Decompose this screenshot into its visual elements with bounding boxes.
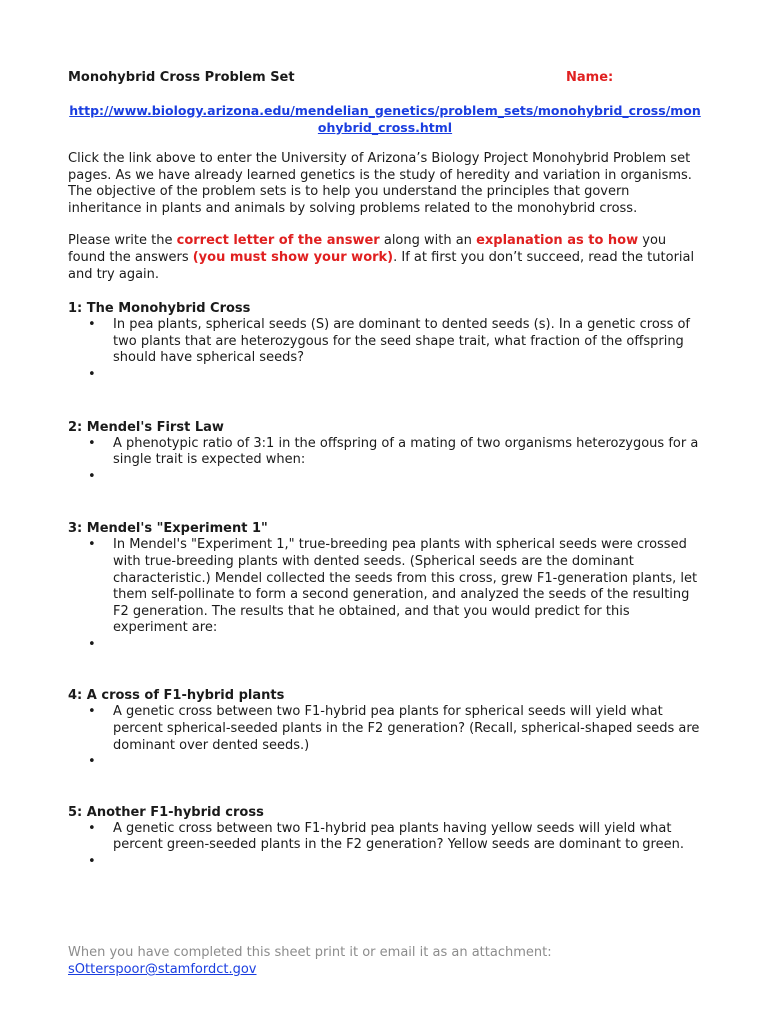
answer-bullet[interactable]	[68, 367, 702, 384]
bullet-icon: •	[88, 754, 96, 770]
problem-set-link[interactable]: http://www.biology.arizona.edu/mendelian_genetics/problem_sets/monohybrid_cross/monohybrid_cross.html	[69, 103, 701, 135]
question-4	[68, 687, 702, 770]
footer-text: When you have completed this sheet print it or email it as an attachment:	[68, 945, 552, 960]
question-3	[68, 520, 702, 653]
question-text: A phenotypic ratio of 3:1 in the offspring of a mating of two organisms heterozygous for a single trait is expected when:	[113, 435, 699, 468]
bullet-icon: •	[88, 537, 96, 553]
bullet-icon: •	[88, 366, 96, 382]
email-link[interactable]: sOtterspoor@stamfordct.gov	[68, 962, 257, 977]
title-row	[68, 70, 702, 88]
bullet-icon: •	[88, 317, 96, 333]
instructions-text-4: . If at first you don’t succeed, read the tutorial and try again.	[68, 249, 695, 282]
question-text: A genetic cross between two F1-hybrid pea plants having yellow seeds will yield what percent green-seeded plants in the F2 generation? Yellow seeds are dominant to green.	[113, 820, 684, 853]
intro-paragraph: Click the link above to enter the University of Arizona’s Biology Project Monohybrid Problem set pages. As we have already learned genetics is the study of heredity and variation in organisms. The objective of the problem sets is to help you understand the principles that govern inheritance in plants and animals by solving problems related to the monohybrid cross.	[68, 151, 692, 216]
question-heading: 3: Mendel's "Experiment 1"	[68, 521, 268, 537]
bullet-icon: •	[88, 854, 96, 870]
bullet-icon: •	[88, 704, 96, 720]
bullet-icon: •	[88, 435, 96, 451]
answer-bullet[interactable]	[68, 854, 702, 871]
page-title: Monohybrid Cross Problem Set	[68, 70, 295, 85]
question-text-item	[68, 317, 702, 367]
document-page	[68, 70, 702, 871]
bullet-icon: •	[88, 468, 96, 484]
question-heading: 4: A cross of F1-hybrid plants	[68, 688, 285, 704]
answer-bullet[interactable]	[68, 469, 702, 486]
name-label: Name:	[566, 70, 614, 85]
question-heading: 5: Another F1-hybrid cross	[68, 804, 264, 820]
question-1	[68, 300, 702, 383]
question-2	[68, 419, 702, 486]
question-heading: 2: Mendel's First Law	[68, 419, 224, 435]
answer-bullet[interactable]	[68, 754, 702, 771]
question-text-item	[68, 537, 702, 637]
footer	[68, 944, 702, 978]
question-text-item	[68, 436, 702, 469]
question-text: In pea plants, spherical seeds (S) are dominant to dented seeds (s). In a genetic cross of two plants that are heterozygous for the seed shape trait, what fraction of the offspring should have spherical seeds?	[113, 317, 691, 366]
question-heading: 1: The Monohybrid Cross	[68, 301, 251, 317]
question-text: A genetic cross between two F1-hybrid pea plants for spherical seeds will yield what percent spherical-seeded plants in the F2 generation? (Recall, spherical-shaped seeds are dominant over dented seeds.)	[113, 704, 700, 753]
answer-bullet[interactable]	[68, 637, 702, 654]
instructions-highlight-2: explanation as to how	[476, 233, 639, 249]
question-text-item	[68, 821, 702, 854]
bullet-icon: •	[88, 820, 96, 836]
question-5	[68, 804, 702, 871]
instructions-highlight-3: (you must show your work)	[192, 249, 394, 265]
instructions-text-2: along with an	[379, 233, 477, 249]
instructions-text-1: Please write the	[68, 233, 177, 249]
question-text: In Mendel's "Experiment 1," true-breeding pea plants with spherical seeds were crossed with true-breeding plants with dented seeds. (Spherical seeds are the dominant characteristic.) Mendel collected the seeds from this cross, grew F1-generation plants, let them self-pollinate to form a second generation, and analyzed the seeds of the resulting F2 generation. The results that he obtained, and that you would predict for this experiment are:	[113, 537, 698, 636]
instructions-paragraph	[68, 233, 702, 283]
bullet-icon: •	[88, 636, 96, 652]
instructions-text-3: you found the answers	[68, 233, 667, 265]
question-text-item	[68, 704, 702, 754]
instructions-highlight-1: correct letter of the answer	[176, 233, 380, 249]
